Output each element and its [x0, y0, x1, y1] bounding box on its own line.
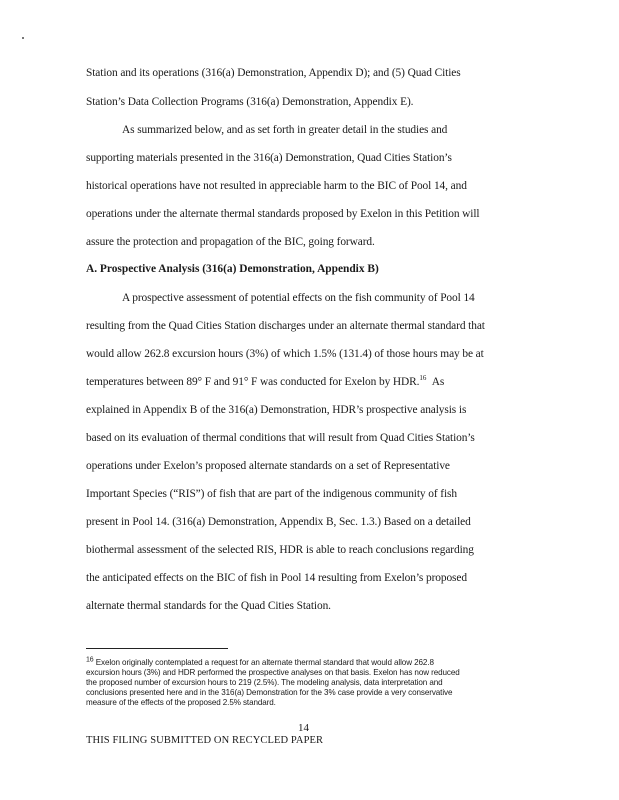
section-line: resulting from the Quad Cities Station discharges under an alternate thermal standard that: [86, 320, 485, 332]
section-line: biothermal assessment of the selected RIS, HDR is able to reach conclusions regarding: [86, 544, 474, 556]
section-line: Important Species (“RIS”) of fish that are part of the indigenous community of fish: [86, 488, 457, 500]
section-line: would allow 262.8 excursion hours (3%) of which 1.5% (131.4) of those hours may be at: [86, 348, 484, 360]
scan-speck: [22, 37, 24, 39]
section-line: operations under Exelon’s proposed alternate standards on a set of Representative: [86, 460, 450, 472]
section-line: based on its evaluation of thermal conditions that will result from Quad Cities Station’s: [86, 432, 475, 444]
body-line: supporting materials presented in the 316(a) Demonstration, Quad Cities Station’s: [86, 152, 452, 164]
footnote-reference[interactable]: 16: [419, 374, 427, 383]
footnote-line: measure of the effects of the proposed 2.5% standard.: [86, 698, 276, 707]
section-line: alternate thermal standards for the Quad Cities Station.: [86, 600, 331, 612]
section-line-text: temperatures between 89° F and 91° F was conducted for Exelon by HDR.: [86, 376, 420, 388]
body-line: operations under the alternate thermal standards proposed by Exelon in this Petition will: [86, 208, 480, 220]
footnote-number: 16: [86, 656, 94, 664]
section-heading: A. Prospective Analysis (316(a) Demonstration, Appendix B): [86, 263, 379, 275]
body-line: Station and its operations (316(a) Demonstration, Appendix D); and (5) Quad Cities: [86, 67, 461, 79]
footnote-divider: [86, 648, 228, 649]
section-line: the anticipated effects on the BIC of fish in Pool 14 resulting from Exelon’s proposed: [86, 572, 467, 584]
footnote-line: [86, 658, 434, 667]
section-line-with-footnote: [86, 376, 444, 388]
footnote-text: Exelon originally contemplated a request for an alternate thermal standard that would allow 262.8: [95, 658, 434, 667]
footnote-line: the proposed number of excursion hours to 219 (2.5%). The modeling analysis, data interpretation and: [86, 678, 443, 687]
body-line: As summarized below, and as set forth in greater detail in the studies and: [122, 124, 448, 136]
footnote-line: excursion hours (3%) and HDR performed the prospective analyses on that basis. Exelon has now reduced: [86, 668, 460, 677]
body-line: historical operations have not resulted in appreciable harm to the BIC of Pool 14, and: [86, 180, 467, 192]
section-line: present in Pool 14. (316(a) Demonstration, Appendix B, Sec. 1.3.) Based on a detailed: [86, 516, 471, 528]
section-line: A prospective assessment of potential effects on the fish community of Pool 14: [122, 292, 475, 304]
body-line: Station’s Data Collection Programs (316(a) Demonstration, Appendix E).: [86, 96, 414, 108]
footnote-line: conclusions presented here and in the 316(a) Demonstration for the 3% case provide a very conservative: [86, 688, 453, 697]
section-line-continuation: As: [431, 376, 445, 388]
body-line: assure the protection and propagation of the BIC, going forward.: [86, 236, 375, 248]
page-footer: THIS FILING SUBMITTED ON RECYCLED PAPER: [86, 735, 324, 746]
page-number: 14: [298, 722, 309, 734]
section-line: explained in Appendix B of the 316(a) Demonstration, HDR’s prospective analysis is: [86, 404, 467, 416]
